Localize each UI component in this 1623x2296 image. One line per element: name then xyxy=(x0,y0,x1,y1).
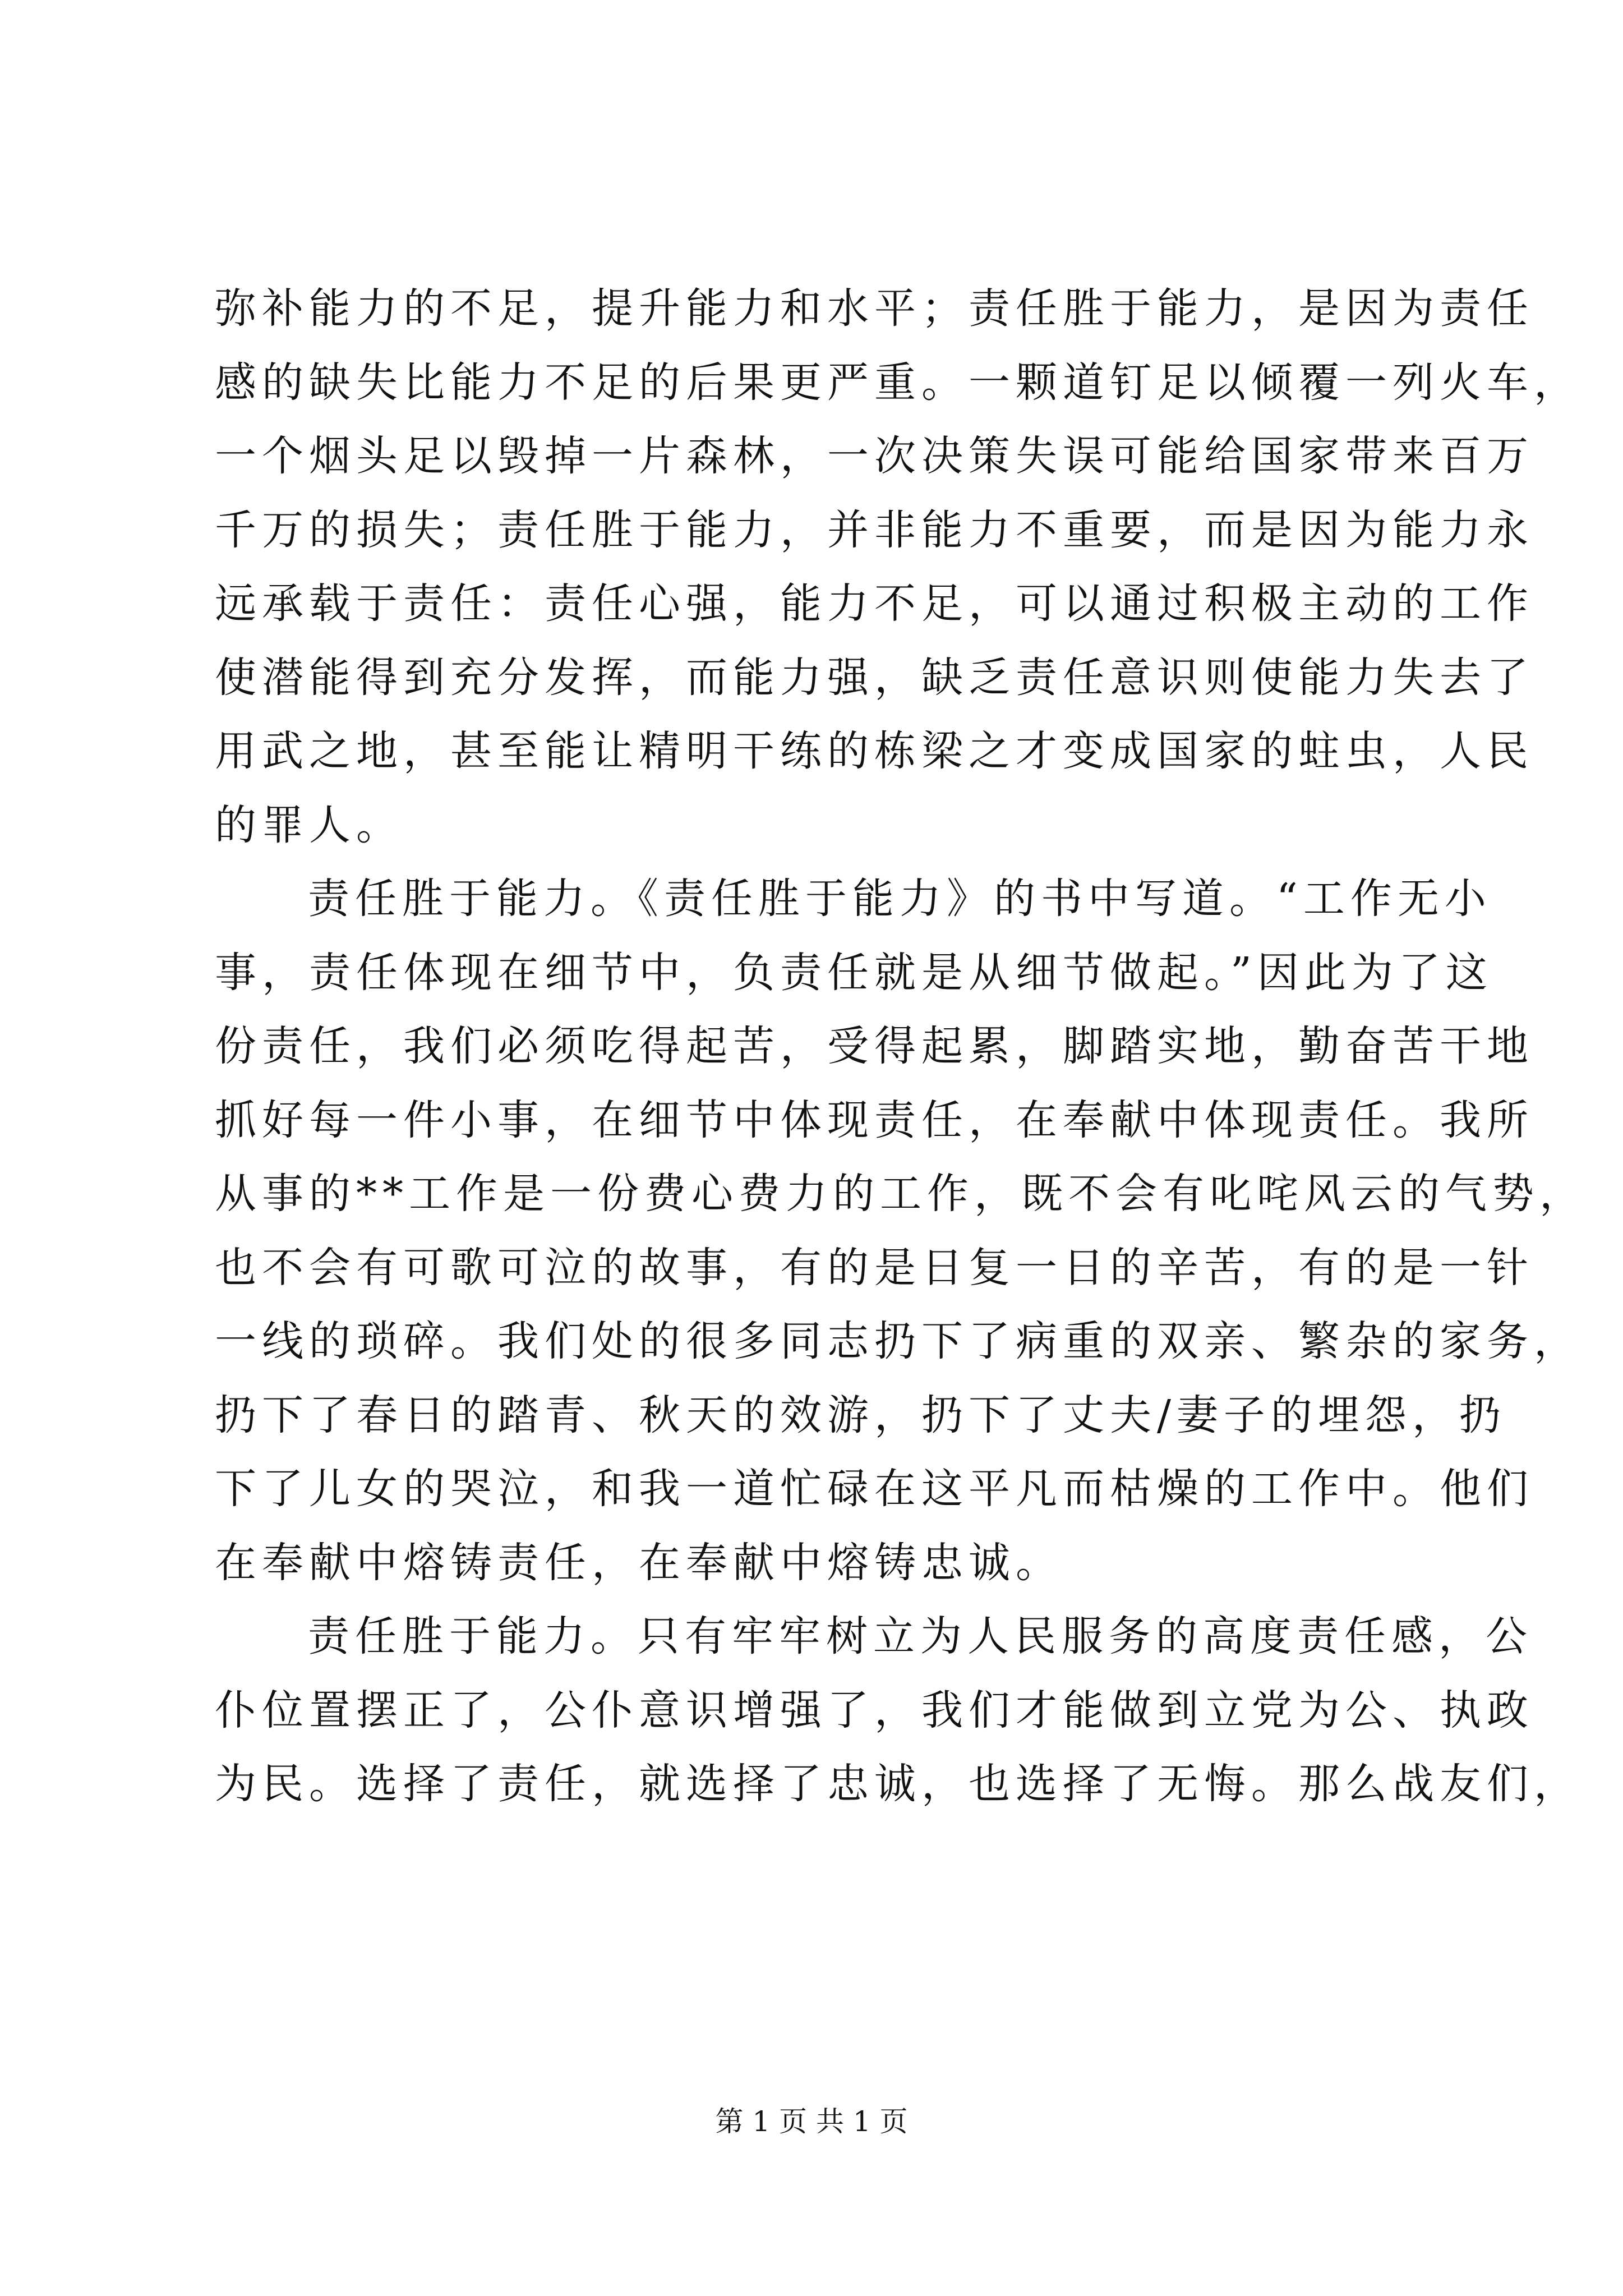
text-line: 用武之地，甚至能让精明干练的栋梁之才变成国家的蛀虫，人民 xyxy=(215,727,1534,775)
text-line: 事，责任体现在细节中，负责任就是从细节做起。”因此为了这 xyxy=(215,948,1493,997)
text-line: 的罪人。 xyxy=(215,800,403,849)
text-line: 一个烟头足以毁掉一片森林，一次决策失误可能给国家带来百万 xyxy=(215,432,1534,480)
text-line: 也不会有可歌可泣的故事，有的是日复一日的辛苦，有的是一针 xyxy=(215,1243,1534,1292)
text-line: 一线的琐碎。我们处的很多同志扔下了病重的双亲、繁杂的家务， xyxy=(215,1317,1581,1365)
page-footer: 第 1 页 共 1 页 xyxy=(715,2105,908,2138)
text-line: 扔下了春日的踏青、秋天的效游，扔下了丈夫/妻子的埋怨，扔 xyxy=(215,1391,1506,1439)
text-line: 弥补能力的不足，提升能力和水平；责任胜于能力，是因为责任 xyxy=(215,284,1534,333)
text-line: 为民。选择了责任，就选择了忠诚，也选择了无悔。那么战友们， xyxy=(215,1760,1581,1808)
text-line: 千万的损失；责任胜于能力，并非能力不重要，而是因为能力永 xyxy=(215,505,1534,554)
text-line: 抓好每一件小事，在细节中体现责任，在奉献中体现责任。我所 xyxy=(215,1096,1534,1144)
text-line: 感的缺失比能力不足的后果更严重。一颗道钉足以倾覆一列火车， xyxy=(215,358,1581,407)
text-line: 在奉献中熔铸责任，在奉献中熔铸忠诚。 xyxy=(215,1538,1063,1587)
text-line: 从事的**工作是一份费心费力的工作，既不会有叱咤风云的气势， xyxy=(215,1170,1587,1218)
text-line: 下了儿女的哭泣，和我一道忙碌在这平凡而枯燥的工作中。他们 xyxy=(215,1465,1534,1513)
text-line: 使潜能得到充分发挥，而能力强，缺乏责任意识则使能力失去了 xyxy=(215,653,1534,702)
body-text xyxy=(215,272,1587,1821)
text-line: 仆位置摆正了，公仆意识增强了，我们才能做到立党为公、执政 xyxy=(215,1686,1534,1734)
text-line: 责任胜于能力。只有牢牢树立为人民服务的高度责任感，公 xyxy=(308,1612,1533,1660)
text-line: 远承载于责任：责任心强，能力不足，可以通过积极主动的工作 xyxy=(215,579,1534,628)
text-line: 责任胜于能力。《责任胜于能力》的书中写道。“工作无小 xyxy=(308,875,1492,923)
text-line: 份责任，我们必须吃得起苦，受得起累，脚踏实地，勤奋苦干地 xyxy=(215,1022,1534,1070)
